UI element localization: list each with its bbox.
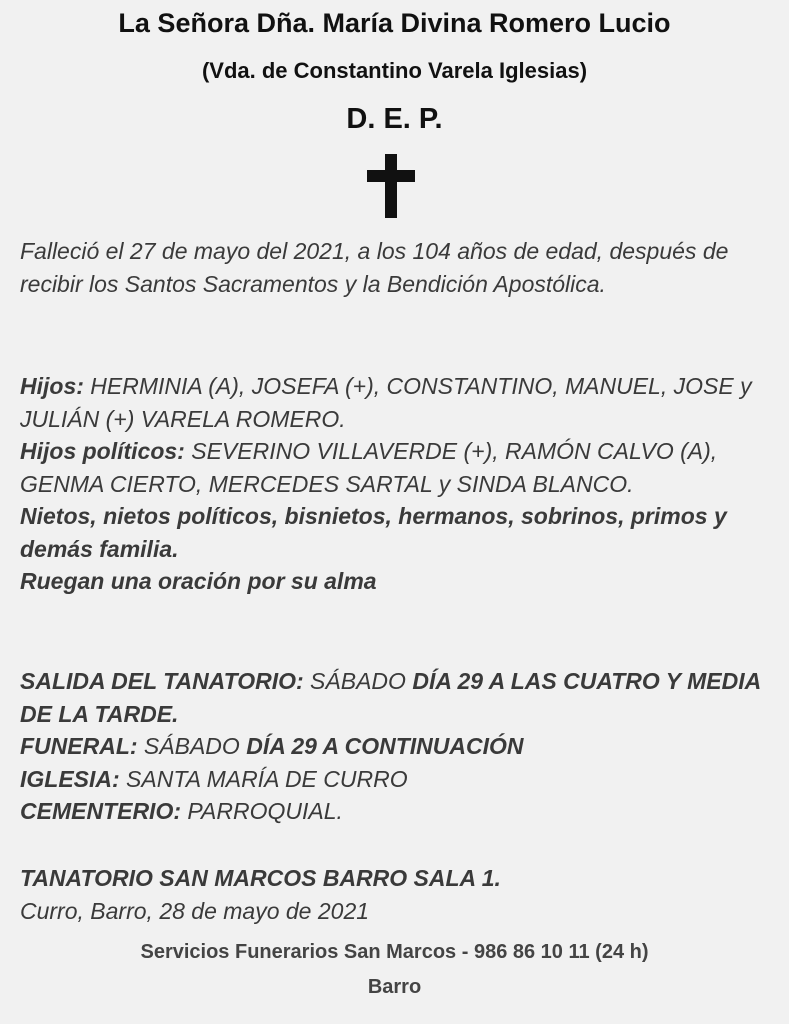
cemetery-value: PARROQUIAL. (181, 798, 343, 824)
deceased-name: La Señora Dña. María Divina Romero Lucio (118, 8, 671, 38)
departure-line (20, 665, 770, 730)
cemetery-line (20, 795, 770, 828)
company-town: Barro (367, 976, 422, 998)
church-label: IGLESIA: (20, 765, 120, 792)
prayer-request: Ruegan una oración por su alma (20, 568, 377, 594)
in-laws-value: SEVERINO VILLAVERDE (+), RAMÓN CALVO (A), GENMA CIERTO, MERCEDES SARTAL y SINDA BLANCO. (20, 438, 718, 497)
family-section (20, 370, 770, 598)
grandchildren-line: Nietos, nietos políticos, bisnietos, hermanos, sobrinos, primos y demás familia. (20, 503, 727, 562)
in-laws-label: Hijos políticos: (20, 438, 185, 464)
widow-of: (Vda. de Constantino Varela Iglesias) (201, 58, 588, 83)
funeral-time: DÍA 29 A CONTINUACIÓN (246, 733, 524, 759)
cemetery-label: CEMENTERIO: (20, 798, 181, 824)
service-section (20, 665, 770, 828)
in-laws-line (20, 435, 770, 500)
funeral-line (20, 730, 770, 763)
latin-cross-icon (367, 154, 415, 218)
church-value: SANTA MARÍA DE CURRO (119, 765, 408, 792)
funeral-label: FUNERAL: (20, 733, 138, 759)
church-line (20, 763, 770, 796)
funeral-day: SÁBADO (137, 733, 247, 759)
funeral-company: Servicios Funerarios San Marcos - 986 86 10 11 (24 h) (140, 941, 649, 963)
intro-paragraph: Falleció el 27 de mayo del 2021, a los 104 años de edad, después de recibir los Santos Sacramentos y la Bendición Apostólica. (20, 238, 729, 297)
dep-heading: D. E. P. (346, 103, 443, 135)
children-label: Hijos: (20, 373, 84, 399)
children-line (20, 370, 770, 435)
departure-label: SALIDA DEL TANATORIO: (20, 668, 304, 694)
departure-time: DÍA 29 A LAS CUATRO Y MEDIA DE LA TARDE. (20, 668, 761, 727)
tanatorio-line: TANATORIO SAN MARCOS BARRO SALA 1. (20, 865, 501, 891)
children-value: HERMINIA (A), JOSEFA (+), CONSTANTINO, MANUEL, JOSE y JULIÁN (+) VARELA ROMERO. (20, 373, 752, 432)
departure-day: SÁBADO (303, 668, 413, 694)
place-date: Curro, Barro, 28 de mayo de 2021 (20, 897, 370, 924)
location-section (20, 862, 770, 927)
